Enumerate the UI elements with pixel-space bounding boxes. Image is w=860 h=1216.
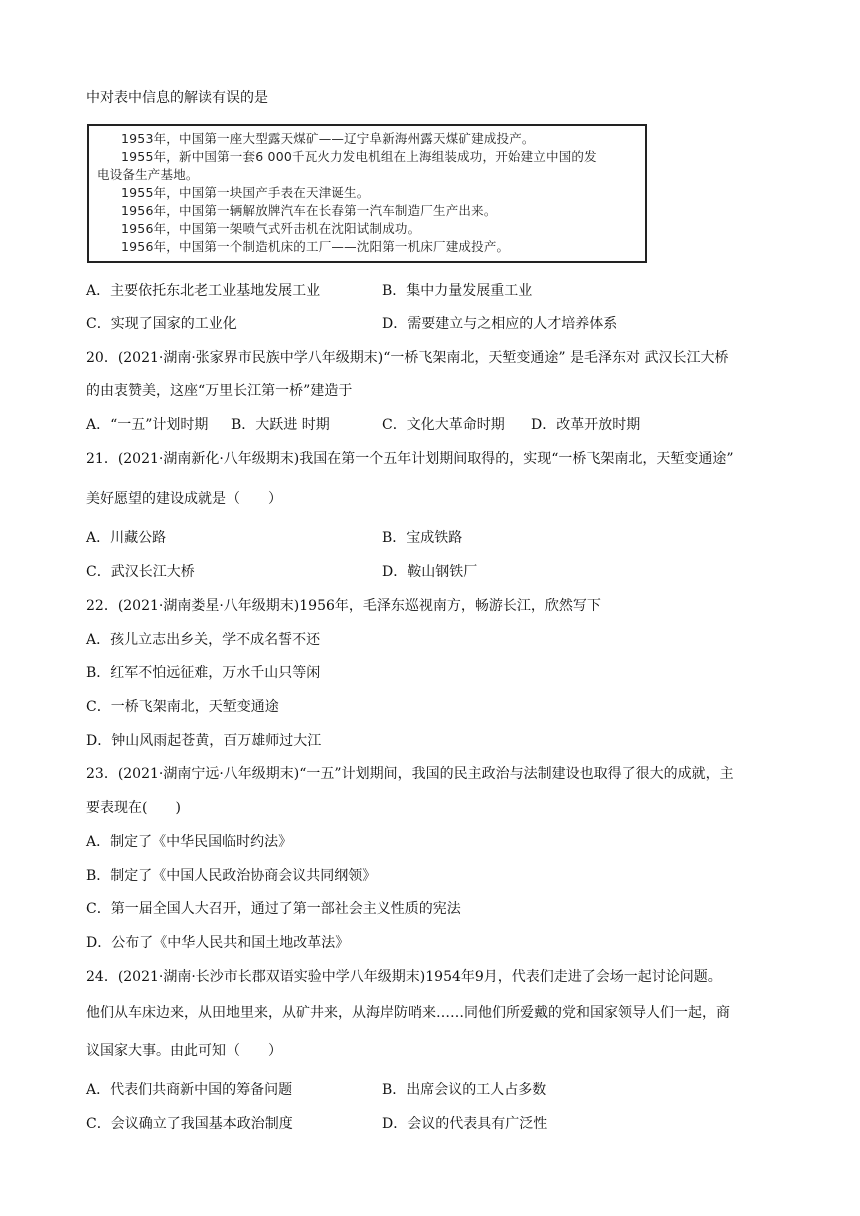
- table-row: 1953年，中国第一座大型露天煤矿——辽宁阜新海州露天煤矿建成投产。: [121, 131, 535, 146]
- table-row: 1955年，中国第一块国产手表在天津诞生。: [121, 185, 370, 200]
- q24-option-d: D．会议的代表具有广泛性: [382, 1116, 548, 1132]
- q19-option-c: C．实现了国家的工业化: [86, 316, 237, 332]
- q20-stem-cont: 的由衷赞美，这座“万里长江第一桥”建造于: [86, 383, 353, 399]
- q20-option-a: A．“一五”计划时期: [86, 417, 209, 433]
- q24-stem-cont: 他们从车床边来，从田地里来，从矿井来，从海岸防哨来……同他们所爱戴的党和国家领导人们一起，商: [86, 1005, 730, 1021]
- table-row: 1956年，中国第一辆解放牌汽车在长春第一汽车制造厂生产出来。: [121, 203, 497, 218]
- q23-stem-cont: 要表现在( ): [86, 800, 181, 816]
- q23-option-b: B．制定了《中国人民政治协商会议共同纲领》: [86, 868, 377, 884]
- q19-option-b: B．集中力量发展重工业: [382, 283, 533, 299]
- table-row: 1956年，中国第一架喷气式歼击机在沈阳试制成功。: [121, 221, 421, 236]
- data-table-box: [87, 124, 647, 263]
- q20-option-b: B．大跃进 时期: [231, 417, 330, 433]
- q22-option-b: B．红军不怕远征难，万水千山只等闲: [86, 665, 321, 681]
- q21-option-c: C．武汉长江大桥: [86, 564, 195, 580]
- q19-option-a: A．主要依托东北老工业基地发展工业: [86, 283, 321, 299]
- q21-stem: 21．(2021·湖南新化·八年级期末)我国在第一个五年计划期间取得的，实现“一桥飞架南北，天堑变通途”: [86, 451, 734, 467]
- q24-stem-cont2: 议国家大事。由此可知（ ）: [86, 1043, 282, 1059]
- q23-option-a: A．制定了《中华民国临时约法》: [86, 834, 293, 850]
- q22-stem: 22．(2021·湖南娄星·八年级期末)1956年，毛泽东巡视南方，畅游长江，欣然写下: [86, 598, 601, 614]
- q22-option-a: A．孩儿立志出乡关，学不成名誓不还: [86, 632, 321, 648]
- q19-option-d: D．需要建立与之相应的人才培养体系: [382, 316, 618, 332]
- q21-option-d: D．鞍山钢铁厂: [382, 564, 478, 580]
- table-row: 电设备生产基地。: [97, 167, 199, 182]
- q24-stem: 24．(2021·湖南·长沙市长郡双语实验中学八年级期末)1954年9月，代表们走进了会场一起讨论问题。: [86, 969, 722, 985]
- question-19-intro: 中对表中信息的解读有误的是: [86, 90, 268, 106]
- q21-option-a: A．川藏公路: [86, 530, 167, 546]
- q24-option-a: A．代表们共商新中国的筹备问题: [86, 1082, 293, 1098]
- q22-option-d: D．钟山风雨起苍黄，百万雄师过大江: [86, 733, 322, 749]
- table-row: 1956年，中国第一个制造机床的工厂——沈阳第一机床厂建成投产。: [121, 239, 510, 254]
- q20-option-c: C．文化大革命时期: [382, 417, 505, 433]
- q24-option-b: B．出席会议的工人占多数: [382, 1082, 547, 1098]
- q20-option-d: D．改革开放时期: [531, 417, 641, 433]
- q24-option-c: C．会议确立了我国基本政治制度: [86, 1116, 293, 1132]
- q21-stem-cont: 美好愿望的建设成就是（ ）: [86, 491, 282, 507]
- q22-option-c: C．一桥飞架南北，天堑变通途: [86, 699, 279, 715]
- q20-stem: 20．(2021·湖南·张家界市民族中学八年级期末)“一桥飞架南北，天堑变通途” 是毛泽东对 武汉长江大桥: [86, 350, 729, 366]
- q23-stem: 23．(2021·湖南宁远·八年级期末)“一五”计划期间，我国的民主政治与法制建设也取得了很大的成就，主: [86, 766, 734, 782]
- table-row: 1955年，新中国第一套6 000千瓦火力发电机组在上海组装成功，开始建立中国的发: [121, 149, 597, 164]
- q23-option-c: C．第一届全国人大召开，通过了第一部社会主义性质的宪法: [86, 901, 461, 917]
- q23-option-d: D．公布了《中华人民共和国土地改革法》: [86, 935, 350, 951]
- q21-option-b: B．宝成铁路: [382, 530, 463, 546]
